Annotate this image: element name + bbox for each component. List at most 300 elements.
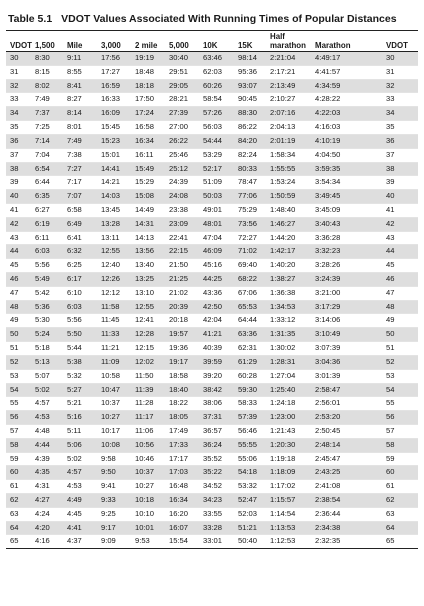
table-row: [6, 342, 418, 356]
cell-2-mile: 14:31: [133, 217, 167, 231]
cell-2-mile: 13:40: [133, 259, 167, 273]
cell-vdot: 33: [6, 93, 33, 107]
cell-2-mile: 10:56: [133, 438, 167, 452]
cell-marathon: 3:28:26: [313, 259, 368, 273]
cell-vdot: 65: [6, 535, 33, 549]
cell-10k: 58:54: [201, 93, 236, 107]
cell-5000: 24:08: [167, 190, 201, 204]
cell-mile: 4:37: [65, 535, 99, 549]
cell-2-mile: 16:58: [133, 121, 167, 135]
cell-vdot-right: 55: [368, 397, 418, 411]
cell-mile: 5:44: [65, 342, 99, 356]
cell-vdot: 55: [6, 397, 33, 411]
cell-5000: 19:36: [167, 342, 201, 356]
cell-mile: 4:57: [65, 466, 99, 480]
cell-half-marathon: 1:13:53: [268, 521, 313, 535]
cell-mile: 6:41: [65, 231, 99, 245]
cell-mile: 6:49: [65, 217, 99, 231]
cell-half-marathon: 1:38:27: [268, 273, 313, 287]
cell-15k: 78:47: [236, 176, 268, 190]
cell-15k: 86:22: [236, 121, 268, 135]
cell-vdot: 36: [6, 134, 33, 148]
cell-2-mile: 18:18: [133, 79, 167, 93]
cell-mile: 6:03: [65, 300, 99, 314]
cell-half-marathon: 1:50:59: [268, 190, 313, 204]
cell-mile: 6:17: [65, 273, 99, 287]
cell-2-mile: 11:06: [133, 424, 167, 438]
cell-3000: 11:58: [99, 300, 133, 314]
cell-15k: 52:03: [236, 507, 268, 521]
cell-vdot: 44: [6, 245, 33, 259]
cell-vdot: 40: [6, 190, 33, 204]
cell-5000: 22:15: [167, 245, 201, 259]
cell-5000: 24:39: [167, 176, 201, 190]
cell-5000: 17:33: [167, 438, 201, 452]
cell-5000: 16:07: [167, 521, 201, 535]
table-row: [6, 107, 418, 121]
cell-10k: 34:23: [201, 494, 236, 508]
cell-10k: 35:52: [201, 452, 236, 466]
table-row: [6, 79, 418, 93]
cell-half-marathon: 2:13:49: [268, 79, 313, 93]
cell-half-marathon: 1:28:31: [268, 355, 313, 369]
cell-1500: 5:42: [33, 286, 65, 300]
cell-marathon: 3:01:39: [313, 369, 368, 383]
cell-half-marathon: 1:15:57: [268, 494, 313, 508]
cell-15k: 95:36: [236, 65, 268, 79]
cell-vdot: 57: [6, 424, 33, 438]
cell-3000: 9:58: [99, 452, 133, 466]
cell-vdot-right: 65: [368, 535, 418, 549]
cell-marathon: 2:45:47: [313, 452, 368, 466]
cell-1500: 4:31: [33, 480, 65, 494]
cell-3000: 9:25: [99, 507, 133, 521]
cell-15k: 98:14: [236, 52, 268, 66]
cell-3000: 15:45: [99, 121, 133, 135]
cell-5000: 20:39: [167, 300, 201, 314]
cell-vdot-right: 58: [368, 438, 418, 452]
cell-1500: 5:56: [33, 259, 65, 273]
table-row: [6, 494, 418, 508]
cell-15k: 64:44: [236, 314, 268, 328]
cell-15k: 75:29: [236, 203, 268, 217]
cell-3000: 11:21: [99, 342, 133, 356]
cell-3000: 14:21: [99, 176, 133, 190]
cell-2-mile: 10:10: [133, 507, 167, 521]
cell-1500: 8:15: [33, 65, 65, 79]
cell-vdot: 37: [6, 148, 33, 162]
column-header-5000: 5,000: [167, 31, 201, 52]
cell-half-marathon: 1:46:27: [268, 217, 313, 231]
cell-15k: 55:55: [236, 438, 268, 452]
cell-2-mile: 10:46: [133, 452, 167, 466]
cell-vdot: 64: [6, 521, 33, 535]
cell-15k: 63:36: [236, 328, 268, 342]
cell-half-marathon: 1:30:02: [268, 342, 313, 356]
cell-2-mile: 12:15: [133, 342, 167, 356]
table-title: VDOT Values Associated With Running Times of Popular Distances: [61, 13, 397, 25]
cell-3000: 12:40: [99, 259, 133, 273]
cell-5000: 25:46: [167, 148, 201, 162]
cell-half-marathon: 1:14:54: [268, 507, 313, 521]
cell-1500: 4:39: [33, 452, 65, 466]
cell-half-marathon: 2:21:04: [268, 52, 313, 66]
cell-marathon: 2:58:47: [313, 383, 368, 397]
cell-marathon: 4:34:59: [313, 79, 368, 93]
cell-5000: 26:22: [167, 134, 201, 148]
cell-5000: 23:38: [167, 203, 201, 217]
table-row: [6, 148, 418, 162]
cell-5000: 29:51: [167, 65, 201, 79]
cell-half-marathon: 1:55:55: [268, 162, 313, 176]
cell-2-mile: 10:01: [133, 521, 167, 535]
table-row: [6, 411, 418, 425]
cell-15k: 72:27: [236, 231, 268, 245]
cell-5000: 22:41: [167, 231, 201, 245]
cell-vdot: 49: [6, 314, 33, 328]
cell-5000: 23:09: [167, 217, 201, 231]
cell-half-marathon: 1:53:24: [268, 176, 313, 190]
cell-3000: 9:09: [99, 535, 133, 549]
table-row: [6, 328, 418, 342]
cell-10k: 48:01: [201, 217, 236, 231]
vdot-table: [6, 31, 418, 549]
cell-15k: 56:46: [236, 424, 268, 438]
cell-1500: 6:44: [33, 176, 65, 190]
cell-10k: 45:16: [201, 259, 236, 273]
cell-1500: 4:44: [33, 438, 65, 452]
cell-3000: 10:08: [99, 438, 133, 452]
cell-5000: 18:58: [167, 369, 201, 383]
cell-2-mile: 11:17: [133, 411, 167, 425]
cell-1500: 6:19: [33, 217, 65, 231]
cell-half-marathon: 1:20:30: [268, 438, 313, 452]
cell-3000: 16:59: [99, 79, 133, 93]
column-header-vdot-right: VDOT: [368, 31, 418, 52]
cell-marathon: 3:07:39: [313, 342, 368, 356]
cell-vdot-right: 57: [368, 424, 418, 438]
cell-marathon: 2:43:25: [313, 466, 368, 480]
cell-vdot-right: 30: [368, 52, 418, 66]
cell-vdot-right: 49: [368, 314, 418, 328]
cell-half-marathon: 1:17:02: [268, 480, 313, 494]
cell-5000: 17:03: [167, 466, 201, 480]
cell-5000: 28:21: [167, 93, 201, 107]
cell-10k: 63:46: [201, 52, 236, 66]
cell-vdot: 56: [6, 411, 33, 425]
cell-10k: 51:09: [201, 176, 236, 190]
cell-10k: 47:04: [201, 231, 236, 245]
column-header-marathon: Marathon: [313, 31, 368, 52]
cell-vdot-right: 61: [368, 480, 418, 494]
cell-half-marathon: 1:27:04: [268, 369, 313, 383]
cell-5000: 19:17: [167, 355, 201, 369]
table-row: [6, 397, 418, 411]
cell-mile: 5:32: [65, 369, 99, 383]
cell-vdot-right: 46: [368, 273, 418, 287]
cell-vdot: 48: [6, 300, 33, 314]
table-row: [6, 286, 418, 300]
cell-mile: 5:21: [65, 397, 99, 411]
cell-mile: 4:49: [65, 494, 99, 508]
cell-5000: 21:02: [167, 286, 201, 300]
cell-5000: 30:40: [167, 52, 201, 66]
cell-3000: 11:33: [99, 328, 133, 342]
cell-3000: 10:47: [99, 383, 133, 397]
column-header-10k: 10K: [201, 31, 236, 52]
cell-vdot-right: 34: [368, 107, 418, 121]
cell-5000: 15:54: [167, 535, 201, 549]
cell-vdot: 54: [6, 383, 33, 397]
cell-3000: 14:41: [99, 162, 133, 176]
cell-mile: 5:56: [65, 314, 99, 328]
cell-marathon: 4:22:03: [313, 107, 368, 121]
cell-vdot: 32: [6, 79, 33, 93]
column-header-3000: 3,000: [99, 31, 133, 52]
cell-2-mile: 16:11: [133, 148, 167, 162]
cell-1500: 5:24: [33, 328, 65, 342]
cell-5000: 21:50: [167, 259, 201, 273]
cell-vdot-right: 40: [368, 190, 418, 204]
cell-half-marathon: 1:19:18: [268, 452, 313, 466]
cell-15k: 77:06: [236, 190, 268, 204]
cell-mile: 4:53: [65, 480, 99, 494]
cell-mile: 8:55: [65, 65, 99, 79]
cell-15k: 58:33: [236, 397, 268, 411]
cell-vdot-right: 53: [368, 369, 418, 383]
cell-vdot-right: 43: [368, 231, 418, 245]
cell-marathon: 3:40:43: [313, 217, 368, 231]
cell-mile: 6:25: [65, 259, 99, 273]
cell-1500: 4:57: [33, 397, 65, 411]
cell-3000: 13:11: [99, 231, 133, 245]
cell-1500: 6:03: [33, 245, 65, 259]
table-row: [6, 480, 418, 494]
cell-2-mile: 17:24: [133, 107, 167, 121]
cell-2-mile: 15:08: [133, 190, 167, 204]
cell-2-mile: 10:37: [133, 466, 167, 480]
cell-mile: 5:02: [65, 452, 99, 466]
cell-marathon: 2:34:38: [313, 521, 368, 535]
cell-marathon: 3:24:39: [313, 273, 368, 287]
cell-vdot: 31: [6, 65, 33, 79]
cell-vdot-right: 48: [368, 300, 418, 314]
cell-15k: 68:22: [236, 273, 268, 287]
cell-10k: 44:25: [201, 273, 236, 287]
cell-marathon: 2:38:54: [313, 494, 368, 508]
cell-mile: 4:45: [65, 507, 99, 521]
table-row: [6, 369, 418, 383]
cell-15k: 60:28: [236, 369, 268, 383]
cell-half-marathon: 1:33:12: [268, 314, 313, 328]
cell-15k: 80:33: [236, 162, 268, 176]
cell-marathon: 3:04:36: [313, 355, 368, 369]
cell-15k: 65:53: [236, 300, 268, 314]
cell-5000: 16:20: [167, 507, 201, 521]
column-header-1500: 1,500: [33, 31, 65, 52]
cell-half-marathon: 1:18:09: [268, 466, 313, 480]
cell-mile: 8:14: [65, 107, 99, 121]
cell-vdot-right: 38: [368, 162, 418, 176]
cell-15k: 90:45: [236, 93, 268, 107]
table-row: [6, 452, 418, 466]
cell-vdot: 60: [6, 466, 33, 480]
cell-vdot-right: 32: [368, 79, 418, 93]
cell-3000: 13:28: [99, 217, 133, 231]
cell-1500: 4:27: [33, 494, 65, 508]
cell-10k: 62:03: [201, 65, 236, 79]
cell-vdot-right: 52: [368, 355, 418, 369]
cell-3000: 16:33: [99, 93, 133, 107]
cell-1500: 5:36: [33, 300, 65, 314]
cell-2-mile: 14:13: [133, 231, 167, 245]
cell-2-mile: 13:10: [133, 286, 167, 300]
cell-half-marathon: 1:36:38: [268, 286, 313, 300]
cell-2-mile: 11:50: [133, 369, 167, 383]
column-header-2-mile: 2 mile: [133, 31, 167, 52]
cell-10k: 56:03: [201, 121, 236, 135]
cell-half-marathon: 1:34:53: [268, 300, 313, 314]
cell-1500: 5:02: [33, 383, 65, 397]
cell-vdot: 43: [6, 231, 33, 245]
cell-2-mile: 11:28: [133, 397, 167, 411]
cell-2-mile: 9:53: [133, 535, 167, 549]
cell-vdot: 45: [6, 259, 33, 273]
cell-vdot-right: 54: [368, 383, 418, 397]
cell-marathon: 3:54:34: [313, 176, 368, 190]
cell-10k: 46:09: [201, 245, 236, 259]
table-row: [6, 217, 418, 231]
cell-1500: 5:07: [33, 369, 65, 383]
table-row: [6, 424, 418, 438]
cell-5000: 29:05: [167, 79, 201, 93]
cell-marathon: 3:32:23: [313, 245, 368, 259]
cell-2-mile: 13:25: [133, 273, 167, 287]
cell-1500: 4:20: [33, 521, 65, 535]
cell-3000: 17:27: [99, 65, 133, 79]
cell-vdot-right: 45: [368, 259, 418, 273]
cell-15k: 62:31: [236, 342, 268, 356]
cell-half-marathon: 2:10:27: [268, 93, 313, 107]
cell-3000: 11:09: [99, 355, 133, 369]
cell-3000: 11:45: [99, 314, 133, 328]
cell-mile: 6:32: [65, 245, 99, 259]
cell-10k: 36:24: [201, 438, 236, 452]
cell-2-mile: 19:19: [133, 52, 167, 66]
column-header-half-marathon-text: Half marathon: [270, 32, 306, 50]
cell-vdot-right: 64: [368, 521, 418, 535]
table-row: [6, 259, 418, 273]
table-row: [6, 203, 418, 217]
cell-mile: 8:27: [65, 93, 99, 107]
cell-3000: 15:01: [99, 148, 133, 162]
cell-vdot: 61: [6, 480, 33, 494]
cell-vdot: 42: [6, 217, 33, 231]
cell-half-marathon: 1:31:35: [268, 328, 313, 342]
table-caption: [8, 11, 418, 27]
cell-vdot-right: 33: [368, 93, 418, 107]
cell-2-mile: 14:49: [133, 203, 167, 217]
cell-10k: 42:04: [201, 314, 236, 328]
cell-3000: 9:17: [99, 521, 133, 535]
cell-15k: 54:18: [236, 466, 268, 480]
cell-1500: 6:11: [33, 231, 65, 245]
cell-10k: 36:57: [201, 424, 236, 438]
cell-half-marathon: 1:23:00: [268, 411, 313, 425]
column-header-mile: Mile: [65, 31, 99, 52]
cell-marathon: 3:21:00: [313, 286, 368, 300]
cell-marathon: 2:41:08: [313, 480, 368, 494]
cell-marathon: 4:04:50: [313, 148, 368, 162]
cell-15k: 82:24: [236, 148, 268, 162]
table-row: [6, 355, 418, 369]
cell-marathon: 4:28:22: [313, 93, 368, 107]
cell-2-mile: 12:55: [133, 300, 167, 314]
cell-3000: 10:58: [99, 369, 133, 383]
cell-3000: 14:03: [99, 190, 133, 204]
column-header-vdot: VDOT: [6, 31, 33, 52]
cell-2-mile: 15:29: [133, 176, 167, 190]
cell-10k: 34:52: [201, 480, 236, 494]
cell-15k: 53:32: [236, 480, 268, 494]
cell-1500: 4:24: [33, 507, 65, 521]
cell-15k: 61:29: [236, 355, 268, 369]
cell-vdot-right: 37: [368, 148, 418, 162]
cell-1500: 7:14: [33, 134, 65, 148]
cell-1500: 5:30: [33, 314, 65, 328]
table-row: [6, 52, 418, 66]
cell-vdot: 30: [6, 52, 33, 66]
cell-10k: 39:59: [201, 355, 236, 369]
cell-15k: 93:07: [236, 79, 268, 93]
cell-2-mile: 10:27: [133, 480, 167, 494]
cell-5000: 27:39: [167, 107, 201, 121]
cell-10k: 38:06: [201, 397, 236, 411]
cell-marathon: 2:32:35: [313, 535, 368, 549]
cell-10k: 43:36: [201, 286, 236, 300]
cell-vdot-right: 50: [368, 328, 418, 342]
cell-half-marathon: 1:25:40: [268, 383, 313, 397]
cell-vdot: 63: [6, 507, 33, 521]
cell-10k: 52:17: [201, 162, 236, 176]
cell-15k: 69:40: [236, 259, 268, 273]
table-row: [6, 93, 418, 107]
cell-vdot: 41: [6, 203, 33, 217]
cell-3000: 10:27: [99, 411, 133, 425]
cell-15k: 51:21: [236, 521, 268, 535]
cell-15k: 52:47: [236, 494, 268, 508]
cell-half-marathon: 1:24:18: [268, 397, 313, 411]
cell-marathon: 4:41:57: [313, 65, 368, 79]
cell-vdot-right: 35: [368, 121, 418, 135]
cell-1500: 7:49: [33, 93, 65, 107]
cell-marathon: 3:49:45: [313, 190, 368, 204]
cell-vdot: 39: [6, 176, 33, 190]
cell-mile: 8:01: [65, 121, 99, 135]
cell-5000: 16:48: [167, 480, 201, 494]
table-label: Table 5.1: [8, 13, 53, 25]
cell-half-marathon: 1:40:20: [268, 259, 313, 273]
cell-15k: 71:02: [236, 245, 268, 259]
column-header-half-marathon: [268, 31, 313, 52]
cell-mile: 7:17: [65, 176, 99, 190]
cell-2-mile: 12:28: [133, 328, 167, 342]
column-header-15k: 15K: [236, 31, 268, 52]
cell-15k: 50:40: [236, 535, 268, 549]
cell-marathon: 3:10:49: [313, 328, 368, 342]
cell-1500: 7:25: [33, 121, 65, 135]
cell-1500: 7:04: [33, 148, 65, 162]
